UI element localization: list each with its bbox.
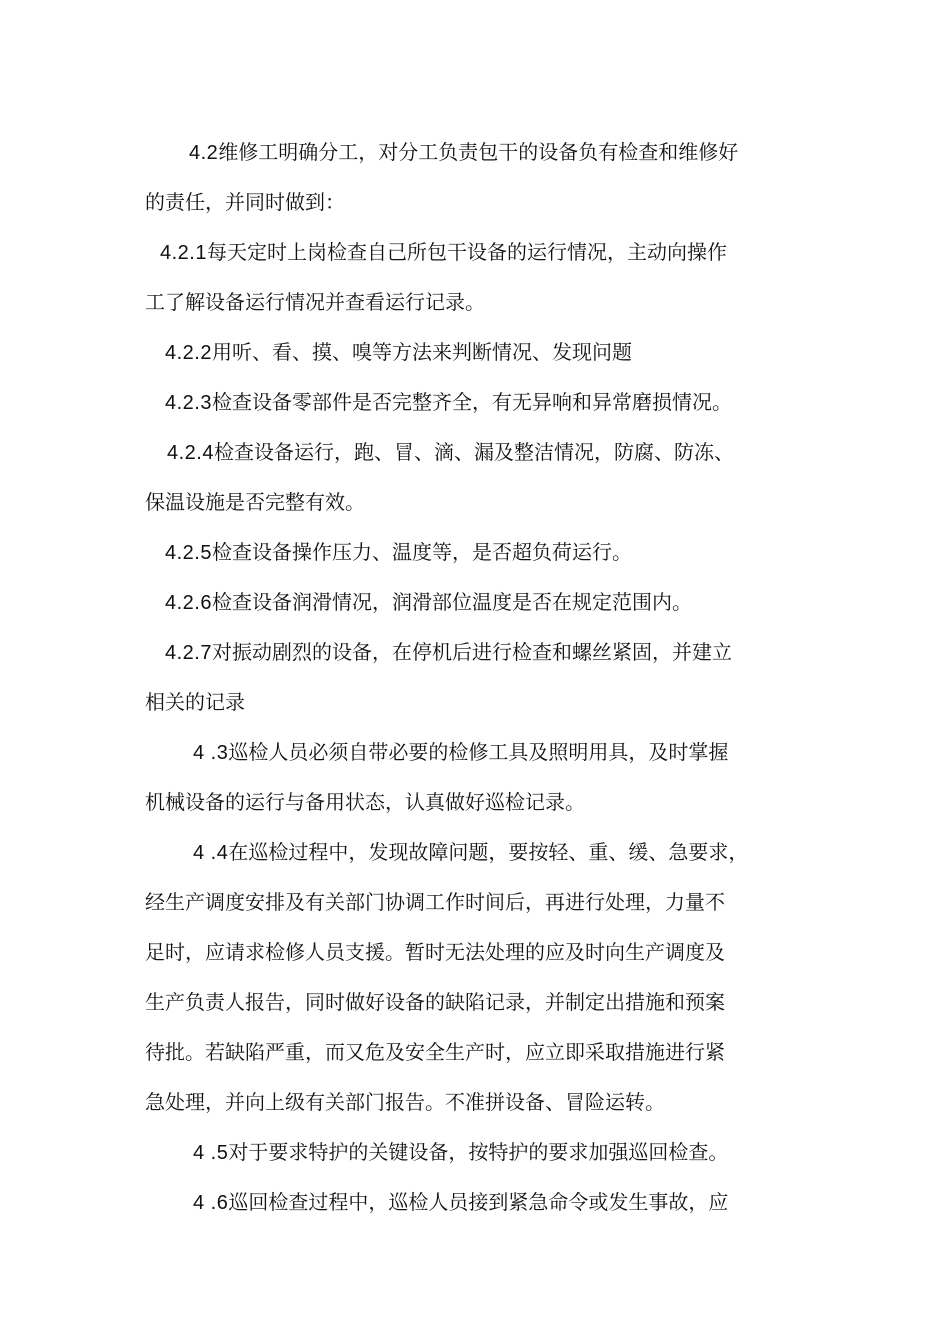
line-text: 工了解设备运行情况并查看运行记录。	[145, 290, 485, 314]
line-text: 巡回检查过程中，巡检人员接到紧急命令或发生事故，应	[228, 1190, 729, 1214]
clause-number: 4 .6	[193, 1192, 229, 1214]
text-line	[165, 390, 732, 415]
text-line	[165, 340, 632, 365]
line-text: 每天定时上岗检查自己所包干设备的运行情况，主动向操作	[206, 240, 727, 264]
text-line	[145, 1090, 665, 1115]
text-line	[145, 940, 725, 965]
text-line	[193, 1140, 728, 1165]
line-text: 的责任，并同时做到：	[145, 190, 345, 214]
text-line	[160, 240, 727, 265]
clause-number: 4 .4	[193, 842, 229, 864]
clause-number: 4 .5	[193, 1142, 229, 1164]
text-line	[145, 690, 245, 715]
line-text: 检查设备零部件是否完整齐全，有无异响和异常磨损情况。	[211, 390, 732, 414]
clause-number: 4.2.7	[165, 642, 212, 664]
clause-number: 4.2.2	[165, 342, 212, 364]
line-text: 维修工明确分工，对分工负责包干的设备负有检查和维修好	[218, 140, 739, 164]
line-text: 相关的记录	[145, 690, 245, 714]
text-line	[165, 540, 632, 565]
text-line	[145, 490, 365, 515]
line-text: 对于要求特护的关键设备，按特护的要求加强巡回检查。	[228, 1140, 729, 1164]
clause-number: 4.2.6	[165, 592, 212, 614]
text-line	[165, 640, 732, 665]
text-line	[189, 140, 738, 165]
clause-number: 4.2.5	[165, 542, 212, 564]
clause-number: 4 .3	[193, 742, 229, 764]
text-line	[165, 590, 692, 615]
line-text: 检查设备操作压力、温度等，是否超负荷运行。	[211, 540, 632, 564]
clause-number: 4.2.4	[167, 442, 214, 464]
line-text: 用听、看、摸、嗅等方法来判断情况、发现问题	[211, 340, 632, 364]
line-text: 保温设施是否完整有效。	[145, 490, 365, 514]
line-text: 待批。若缺陷严重，而又危及安全生产时，应立即采取措施进行紧	[145, 1040, 725, 1064]
text-line	[145, 790, 585, 815]
line-text: 足时，应请求检修人员支援。暂时无法处理的应及时向生产调度及	[145, 940, 725, 964]
clause-number: 4.2.3	[165, 392, 212, 414]
text-line	[145, 890, 725, 915]
line-text: 检查设备润滑情况，润滑部位温度是否在规定范围内。	[211, 590, 692, 614]
text-line	[193, 840, 748, 865]
line-text: 对振动剧烈的设备，在停机后进行检查和螺丝紧固，并建立	[211, 640, 732, 664]
clause-number: 4.2	[189, 142, 219, 164]
line-text: 急处理，并向上级有关部门报告。不准拼设备、冒险运转。	[145, 1090, 665, 1114]
text-line	[145, 1040, 725, 1065]
line-text: 生产负责人报告，同时做好设备的缺陷记录，并制定出措施和预案	[145, 990, 725, 1014]
text-line	[167, 440, 734, 465]
text-line	[145, 990, 725, 1015]
text-line	[193, 1190, 728, 1215]
text-line	[145, 190, 345, 215]
text-line	[145, 290, 485, 315]
line-text: 在巡检过程中，发现故障问题，要按轻、重、缓、急要求，	[228, 840, 749, 864]
clause-number: 4.2.1	[160, 242, 207, 264]
line-text: 经生产调度安排及有关部门协调工作时间后，再进行处理，力量不	[145, 890, 725, 914]
line-text: 机械设备的运行与备用状态，认真做好巡检记录。	[145, 790, 585, 814]
line-text: 巡检人员必须自带必要的检修工具及照明用具，及时掌握	[228, 740, 729, 764]
text-line	[193, 740, 728, 765]
line-text: 检查设备运行，跑、冒、滴、漏及整洁情况，防腐、防冻、	[213, 440, 734, 464]
